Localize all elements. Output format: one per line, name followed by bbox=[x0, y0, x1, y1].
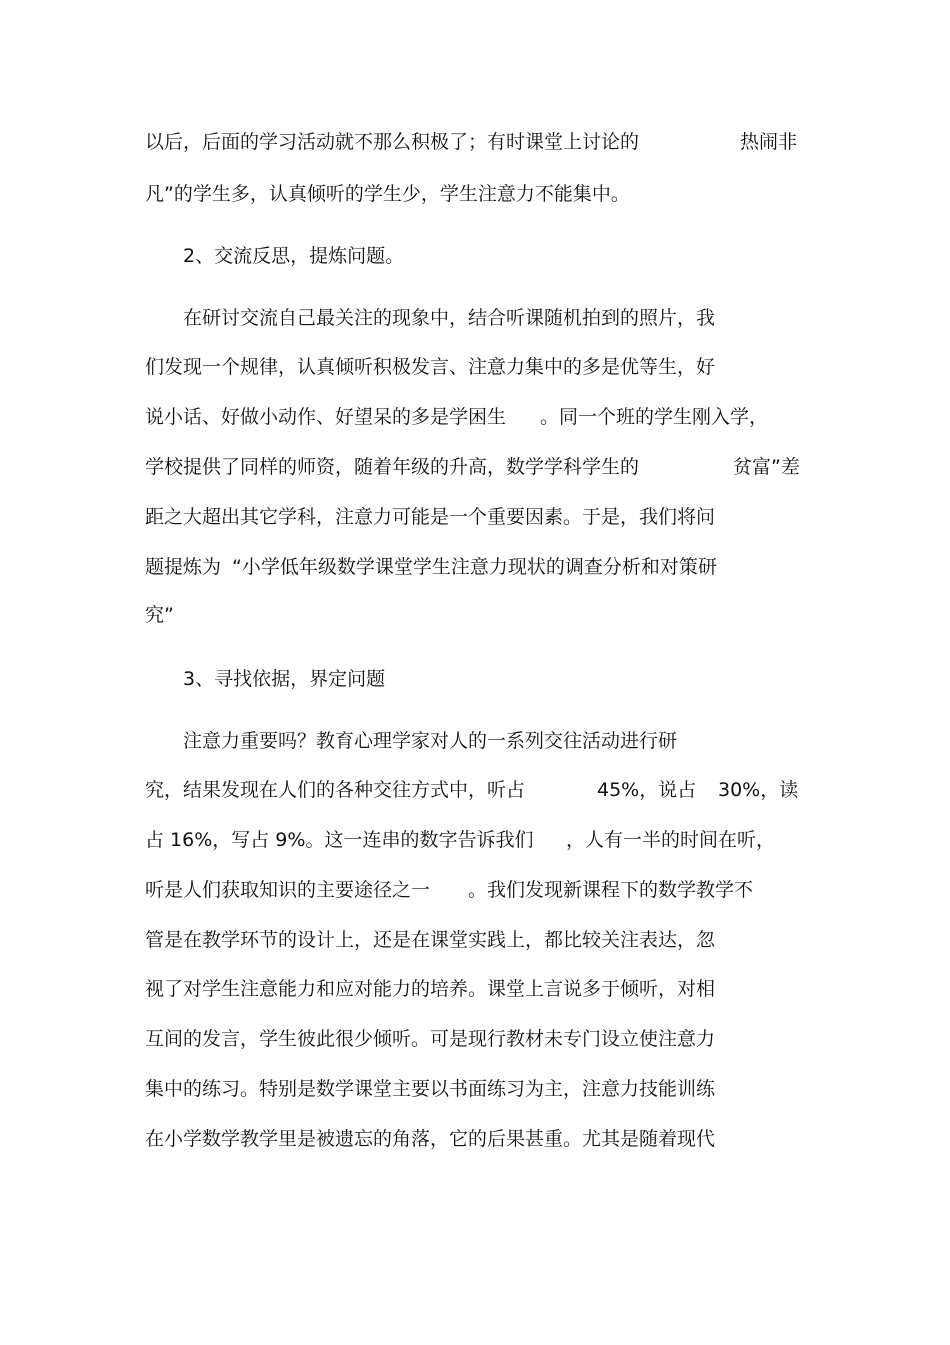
text-line: 在研讨交流自己最关注的现象中，结合听课随机拍到的照片，我 bbox=[183, 307, 716, 329]
text-line: 管是在教学环节的设计上，还是在课堂实践上，都比较关注表达，忽 bbox=[145, 929, 716, 951]
text-line: 凡”的学生多，认真倾听的学生少，学生注意力不能集中。 bbox=[145, 183, 630, 205]
text-line: 占 16%，写占 9%。这一连串的数字告诉我们 bbox=[145, 829, 534, 851]
text-line: 互间的发言，学生彼此很少倾听。可是现行教材未专门设立使注意力 bbox=[145, 1028, 716, 1050]
text-line: 们发现一个规律，认真倾听积极发言、注意力集中的多是优等生，好 bbox=[145, 356, 716, 378]
text-line: 听是人们获取知识的主要途径之一 bbox=[145, 879, 431, 901]
text-line: 集中的练习。特别是数学课堂主要以书面练习为主，注意力技能训练 bbox=[145, 1078, 716, 1100]
text-line: 题提炼为 bbox=[145, 556, 222, 578]
text-line: 30%，读 bbox=[718, 779, 799, 801]
section-heading: 3、寻找依据，界定问题 bbox=[183, 668, 386, 690]
text-line: 贫富”差 bbox=[733, 456, 800, 478]
text-line: 以后，后面的学习活动就不那么积极了；有时课堂上讨论的 bbox=[145, 131, 640, 153]
text-line: 在小学数学教学里是被遗忘的角落，它的后果甚重。尤其是随着现代 bbox=[145, 1128, 716, 1150]
text-line: 视了对学生注意能力和应对能力的培养。课堂上言说多于倾听，对相 bbox=[145, 978, 716, 1000]
text-line: 说小话、好做小动作、好望呆的多是学困生 bbox=[145, 406, 507, 428]
text-line: 距之大超出其它学科，注意力可能是一个重要因素。于是，我们将问 bbox=[145, 506, 716, 528]
text-line: 究，结果发现在人们的各种交往方式中，听占 bbox=[145, 779, 526, 801]
text-line: “小学低年级数学课堂学生注意力现状的调查分析和对策研 bbox=[232, 556, 717, 578]
section-heading: 2、交流反思，提炼问题。 bbox=[183, 245, 405, 267]
text-line: 学校提供了同样的师资，随着年级的升高，数学学科学生的 bbox=[145, 456, 640, 478]
text-line: 。我们发现新课程下的数学教学不 bbox=[468, 879, 754, 901]
text-line: 45%，说占 bbox=[597, 779, 697, 801]
text-line: 注意力重要吗？教育心理学家对人的一系列交往活动进行研 bbox=[183, 730, 678, 752]
text-line: 究” bbox=[145, 604, 174, 626]
text-line: 。同一个班的学生刚入学， bbox=[540, 406, 769, 428]
text-line: ，人有一半的时间在听， bbox=[566, 829, 776, 851]
text-line: 热闹非 bbox=[740, 131, 798, 153]
